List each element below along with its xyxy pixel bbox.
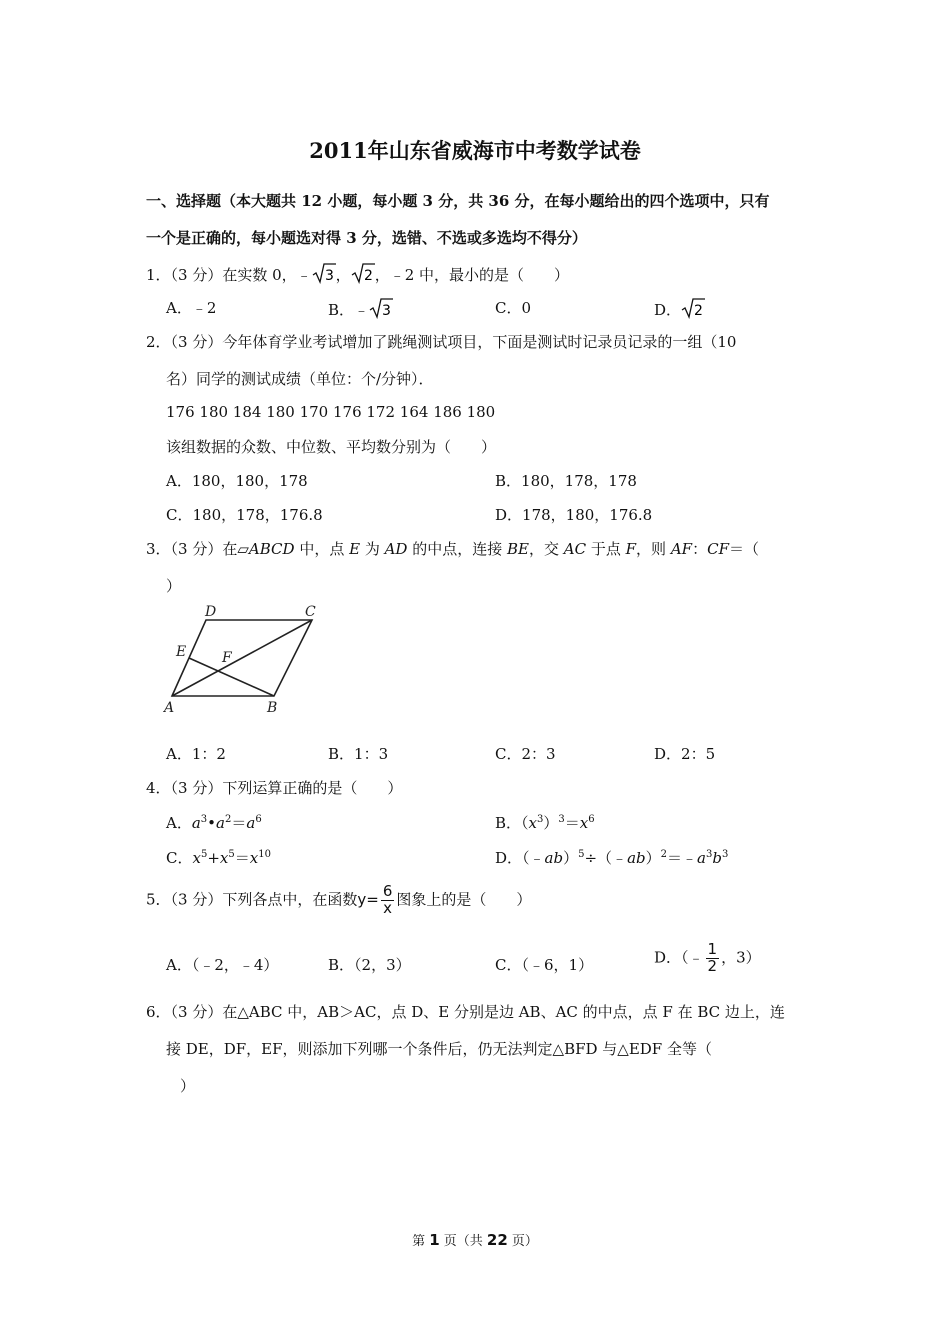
svg-text:2: 2 [694,303,703,319]
q1-option-d: D． 2 [654,297,705,323]
q3-option-b: B．1：3 [328,745,389,763]
q2-data-values: 176 180 184 180 170 176 172 164 186 180 [166,403,496,421]
q6-line3: ） [180,1077,196,1095]
q4-option-a: A．$a^3•a^2=a^6$ [166,814,262,832]
question-4: 4．（3 分）下列运算正确的是（ ） [146,779,403,797]
q6-line2: 接 DE，DF，EF，则添加下列哪一个条件后，仍无法判定△BFD 与△EDF 全等（ [166,1040,712,1058]
question-number: 3． [146,540,171,558]
q2-line2: 名）同学的测试成绩（单位：个/分钟）． [166,370,434,388]
svg-text:3: 3 [324,268,334,284]
question-number: 6． [146,1003,171,1021]
question-number: 2． [146,333,171,351]
parallelogram-figure [160,600,330,718]
label-d: D [205,604,217,620]
q4-option-b: B．$(x^3)^3=x^6$ [495,814,595,832]
fraction-6-over-x: $\frac{6}{x}$ [382,882,393,917]
question-number: 5． [146,890,171,909]
q2-option-d: D．178，180，176.8 [495,506,653,524]
q3-option-a: A．1：2 [166,745,226,763]
question-1: 1．（3 分）在实数 0，﹣ 3 ， 2 ，﹣2 中，最小的是（ ） [146,262,569,288]
q2-ask: 该组数据的众数、中位数、平均数分别为（ ） [166,438,497,456]
sqrt-symbol [312,262,336,288]
q2-option-c: C．180，178，176.8 [166,506,323,524]
question-number: 4． [146,779,171,797]
q1-option-a: A．﹣2 [166,299,217,317]
label-b: B [267,700,278,716]
sqrt-symbol [351,262,375,288]
q5-option-b: B．（2，3） [328,956,411,974]
label-a: A [164,700,175,716]
q5-option-a: A．（﹣2，﹣4） [166,956,279,974]
question-number: 1． [146,266,171,284]
q1-option-b: B．﹣ 3 [328,297,393,323]
label-f: F [222,650,232,666]
fraction-1-over-2: $\frac{1}{2}$ [707,940,718,975]
svg-text:2: 2 [363,268,373,284]
question-3: 3．（3 分）在▱ABCD 中，点 E 为 AD 的中点，连接 BE，交 AC 于点 F，则 AF：CF＝（ [146,540,759,558]
label-e: E [176,644,187,660]
q5-option-c: C．（﹣6，1） [495,956,594,974]
q2-option-b: B．180，178，178 [495,472,637,490]
svg-text:3: 3 [382,303,391,319]
q3-option-c: C．2：3 [495,745,556,763]
q3-line2: ） [166,577,182,595]
label-c: C [305,604,316,620]
q2-option-a: A．180，180，178 [166,472,308,490]
q5-option-d: D．（﹣ $\frac{1}{2}$ ，3） [654,940,761,975]
sqrt-symbol [369,297,393,323]
q4-option-c: C．$x^5+x^5=x^{10}$ [166,849,271,867]
sqrt-symbol [681,297,705,323]
q1-option-c: C．0 [495,299,532,317]
diagonal-ac [172,620,312,696]
section-heading-line2: 一个是正确的，每小题选对得 3 分，选错、不选或多选均不得分） [146,229,587,247]
page-title: 2011年山东省威海市中考数学试卷 [309,138,641,163]
page-footer: 第 1 页（共 22 页） [412,1231,538,1249]
question-2: 2．（3 分）今年体育学业考试增加了跳绳测试项目，下面是测试时记录员记录的一组（10 [146,333,737,351]
q3-option-d: D．2：5 [654,745,716,763]
question-6: 6．（3 分）在△ABC 中，AB＞AC，点 D、E 分别是边 AB、AC 的中点，点 F 在 BC 边上，连 [146,1003,785,1021]
question-5: 5．（3 分）下列各点中，在函数y= $\frac{6}{x}$ 图象上的是（ ） [146,882,532,917]
q4-option-d: D．$(﹣ab)^5\div(﹣ab)^2=﹣a^3b^3$ [495,849,729,867]
section-heading-line1: 一、选择题（本大题共 12 小题，每小题 3 分，共 36 分，在每小题给出的四个选项中，只有 [146,192,770,210]
